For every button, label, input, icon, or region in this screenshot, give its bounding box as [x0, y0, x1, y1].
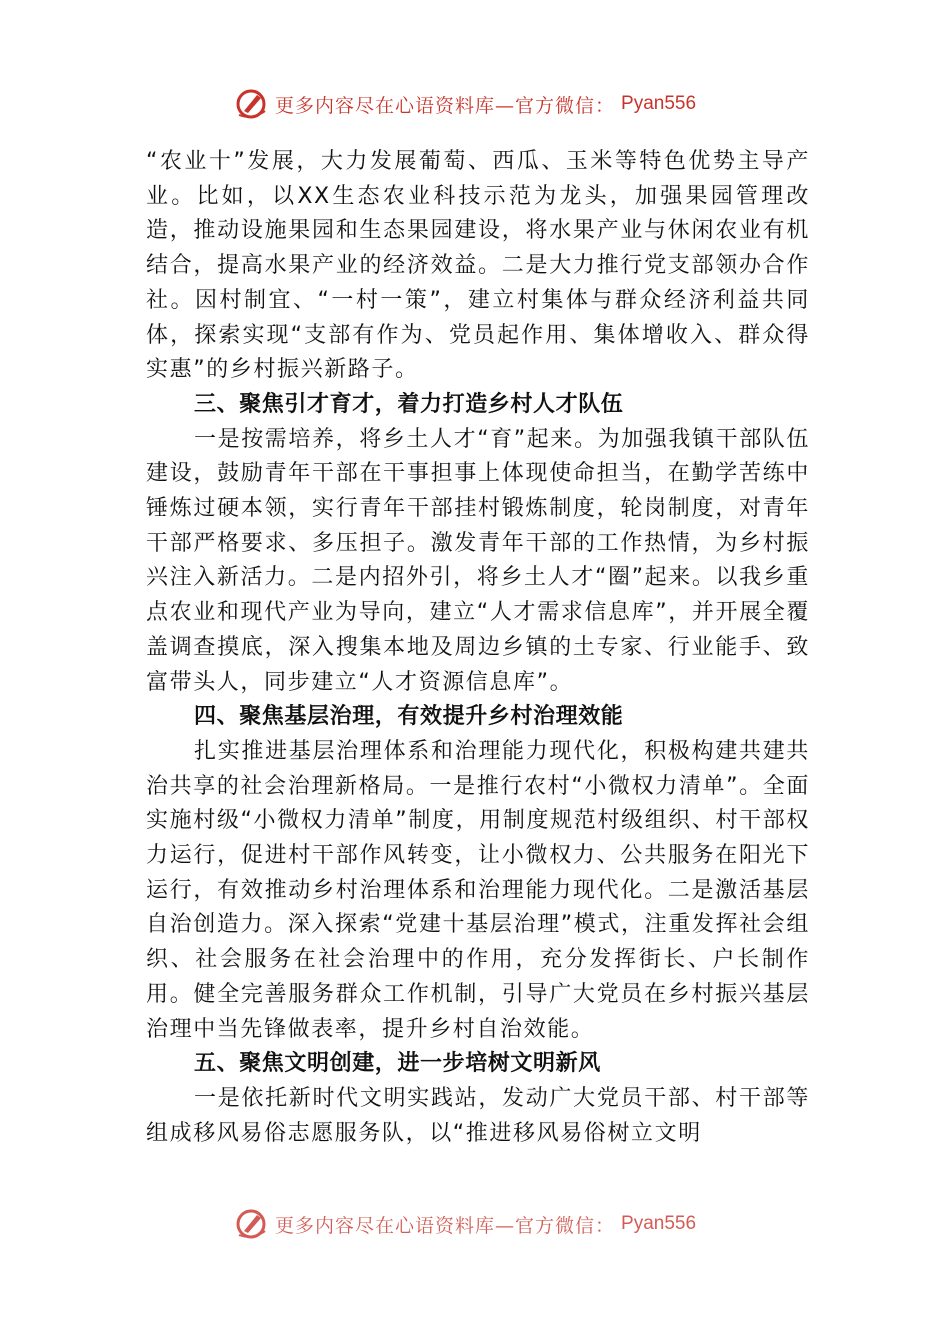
document-body — [146, 145, 810, 1151]
section-heading-4: 四、聚焦基层治理，有效提升乡村治理效能 — [194, 704, 624, 730]
watermark-header — [235, 86, 755, 122]
section-heading-5: 五、聚焦文明创建，进一步培树文明新风 — [194, 1051, 601, 1077]
brand-logo-icon — [235, 87, 269, 121]
brand-logo-icon — [235, 1207, 269, 1241]
watermark-wechat-id: Pyan556 — [621, 1213, 697, 1234]
paragraph: 扎实推进基层治理体系和治理能力现代化，积极构建共建共治共享的社会治理新格局。一是推行农村“小微权力清单”。全面实施村级“小微权力清单”制度，用制度规范村级组织、村干部权力运行，促进村干部作风转变，让小微权力、公共服务在阳光下运行，有效推动乡村治理体系和治理能力现代化。二是激活基层自治创造力。深入探索“党建十基层治理”模式，注重发挥社会组织、社会服务在社会治理中的作用，充分发挥街长、户长制作用。健全完善服务群众工作机制，引导广大党员在乡村振兴基层治理中当先锋做表率，提升乡村自治效能。 — [146, 738, 810, 1042]
paragraph-continued: “农业十”发展，大力发展葡萄、西瓜、玉米等特色优势主导产业。比如，以XX生态农业科技示范为龙头，加强果园管理改造，推动设施果园和生态果园建设，将水果产业与休闲农业有机结合，提高水果产业的经济效益。二是大力推行党支部领办合作社。因村制宜、“一村一策”，建立村集体与群众经济利益共同体，探索实现“支部有作为、党员起作用、集体增收入、群众得实惠”的乡村振兴新路子。 — [146, 149, 810, 383]
watermark-wechat-id: Pyan556 — [621, 93, 697, 114]
watermark-text: 更多内容尽在心语资料库—官方微信： — [275, 1214, 616, 1237]
watermark-text: 更多内容尽在心语资料库—官方微信： — [275, 94, 616, 117]
paragraph: 一是依托新时代文明实践站，发动广大党员干部、村干部等组成移风易俗志愿服务队，以“推进移风易俗树立文明 — [146, 1085, 810, 1146]
watermark-footer — [235, 1206, 755, 1242]
section-heading-3: 三、聚焦引才育才，着力打造乡村人才队伍 — [194, 391, 624, 417]
paragraph: 一是按需培养，将乡土人才“育”起来。为加强我镇干部队伍建设，鼓励青年干部在干事担事上体现使命担当，在勤学苦练中锤炼过硬本领，实行青年干部挂村锻炼制度，轮岗制度，对青年干部严格要求、多压担子。激发青年干部的工作热情，为乡村振兴注入新活力。二是内招外引，将乡土人才“圈”起来。以我乡重点农业和现代产业为导向，建立“人才需求信息库”，并开展全覆盖调查摸底，深入搜集本地及周边乡镇的土专家、行业能手、致富带头人，同步建立“人才资源信息库”。 — [146, 426, 810, 695]
